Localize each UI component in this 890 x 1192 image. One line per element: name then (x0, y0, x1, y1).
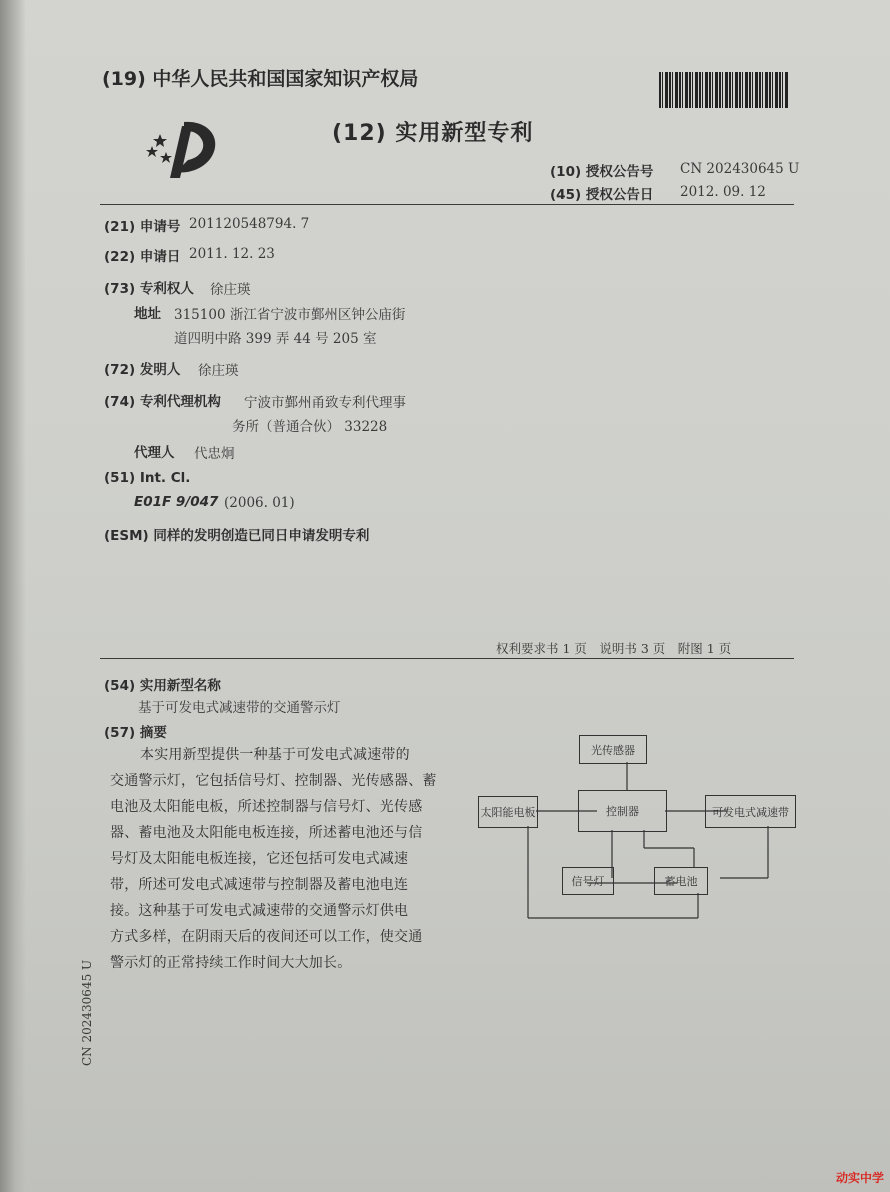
controller-block: 控制器 (578, 790, 667, 832)
speed-bump-block: 可发电式减速带 (705, 795, 796, 828)
abstract-line: 电池及太阳能电板，所述控制器与信号灯、光传感 (110, 799, 423, 815)
battery-block: 蓄电池 (654, 867, 708, 895)
abstract-label: (57) 摘要 (104, 725, 167, 741)
publication-number-label: (10) 授权公告号 (550, 164, 654, 180)
abstract-line: 交通警示灯，它包括信号灯、控制器、光传感器、蓄 (110, 773, 437, 789)
publication-date: 2012. 09. 12 (680, 184, 766, 200)
abstract-line: 号灯及太阳能电板连接，它还包括可发电式减速 (110, 851, 409, 867)
inventor-label: (72) 发明人 (104, 362, 181, 378)
int-cl-code: E01F 9/047 (134, 494, 219, 510)
signal-light-block: 信号灯 (562, 867, 614, 895)
application-number-label: (21) 申请号 (104, 219, 181, 235)
document-type: (12) 实用新型专利 (332, 121, 534, 146)
address-line-2: 道四明中路 399 弄 44 号 205 室 (174, 331, 377, 347)
patent-page (22, 0, 890, 1192)
agency-line-1: 宁波市鄞州甬致专利代理事 (244, 395, 406, 411)
office-name: (19) 中华人民共和国国家知识产权局 (102, 68, 419, 90)
abstract-line: 器、蓄电池及太阳能电板连接，所述蓄电池还与信 (110, 825, 423, 841)
agent: 代忠炯 (194, 446, 235, 462)
utility-title: 基于可发电式减速带的交通警示灯 (138, 700, 341, 716)
page-counts: 权利要求书 1 页 说明书 3 页 附图 1 页 (496, 641, 732, 656)
abstract-line: 本实用新型提供一种基于可发电式减速带的 (140, 747, 410, 763)
int-cl-label: (51) Int. Cl. (104, 470, 191, 486)
solar-panel-block: 太阳能电板 (478, 796, 538, 828)
inventor: 徐庄瑛 (198, 363, 239, 379)
application-date: 2011. 12. 23 (189, 246, 275, 262)
agent-label: 代理人 (134, 445, 175, 461)
publication-date-label: (45) 授权公告日 (550, 187, 654, 203)
application-date-label: (22) 申请日 (104, 249, 181, 265)
side-document-number: CN 202430645 U (80, 959, 94, 1066)
esm-note: (ESM) 同样的发明创造已同日申请发明专利 (104, 528, 370, 544)
publication-number: CN 202430645 U (680, 161, 800, 177)
barcode (659, 72, 789, 108)
abstract-line: 警示灯的正常持续工作时间大大加长。 (110, 955, 352, 971)
abstract-line: 方式多样，在阴雨天后的夜间还可以工作，使交通 (110, 929, 423, 945)
utility-title-label: (54) 实用新型名称 (104, 678, 221, 694)
address-label: 地址 (134, 306, 161, 322)
light-sensor-block: 光传感器 (579, 735, 647, 764)
patentee-label: (73) 专利权人 (104, 281, 194, 297)
patentee: 徐庄瑛 (210, 282, 251, 298)
watermark-text: 动实中学 (835, 1171, 884, 1185)
agency-line-2: 务所（普通合伙） 33228 (232, 419, 388, 435)
address-line-1: 315100 浙江省宁波市鄞州区钟公庙街 (174, 307, 406, 323)
int-cl-version: (2006. 01) (224, 495, 295, 511)
agency-label: (74) 专利代理机构 (104, 394, 221, 410)
abstract-line: 接。这种基于可发电式减速带的交通警示灯供电 (110, 903, 409, 919)
section-rule (100, 658, 794, 659)
cnipa-logo-icon (142, 112, 224, 180)
abstract-line: 带，所述可发电式减速带与控制器及蓄电池电连 (110, 877, 409, 893)
application-number: 201120548794. 7 (189, 216, 310, 232)
header-rule (100, 204, 794, 205)
